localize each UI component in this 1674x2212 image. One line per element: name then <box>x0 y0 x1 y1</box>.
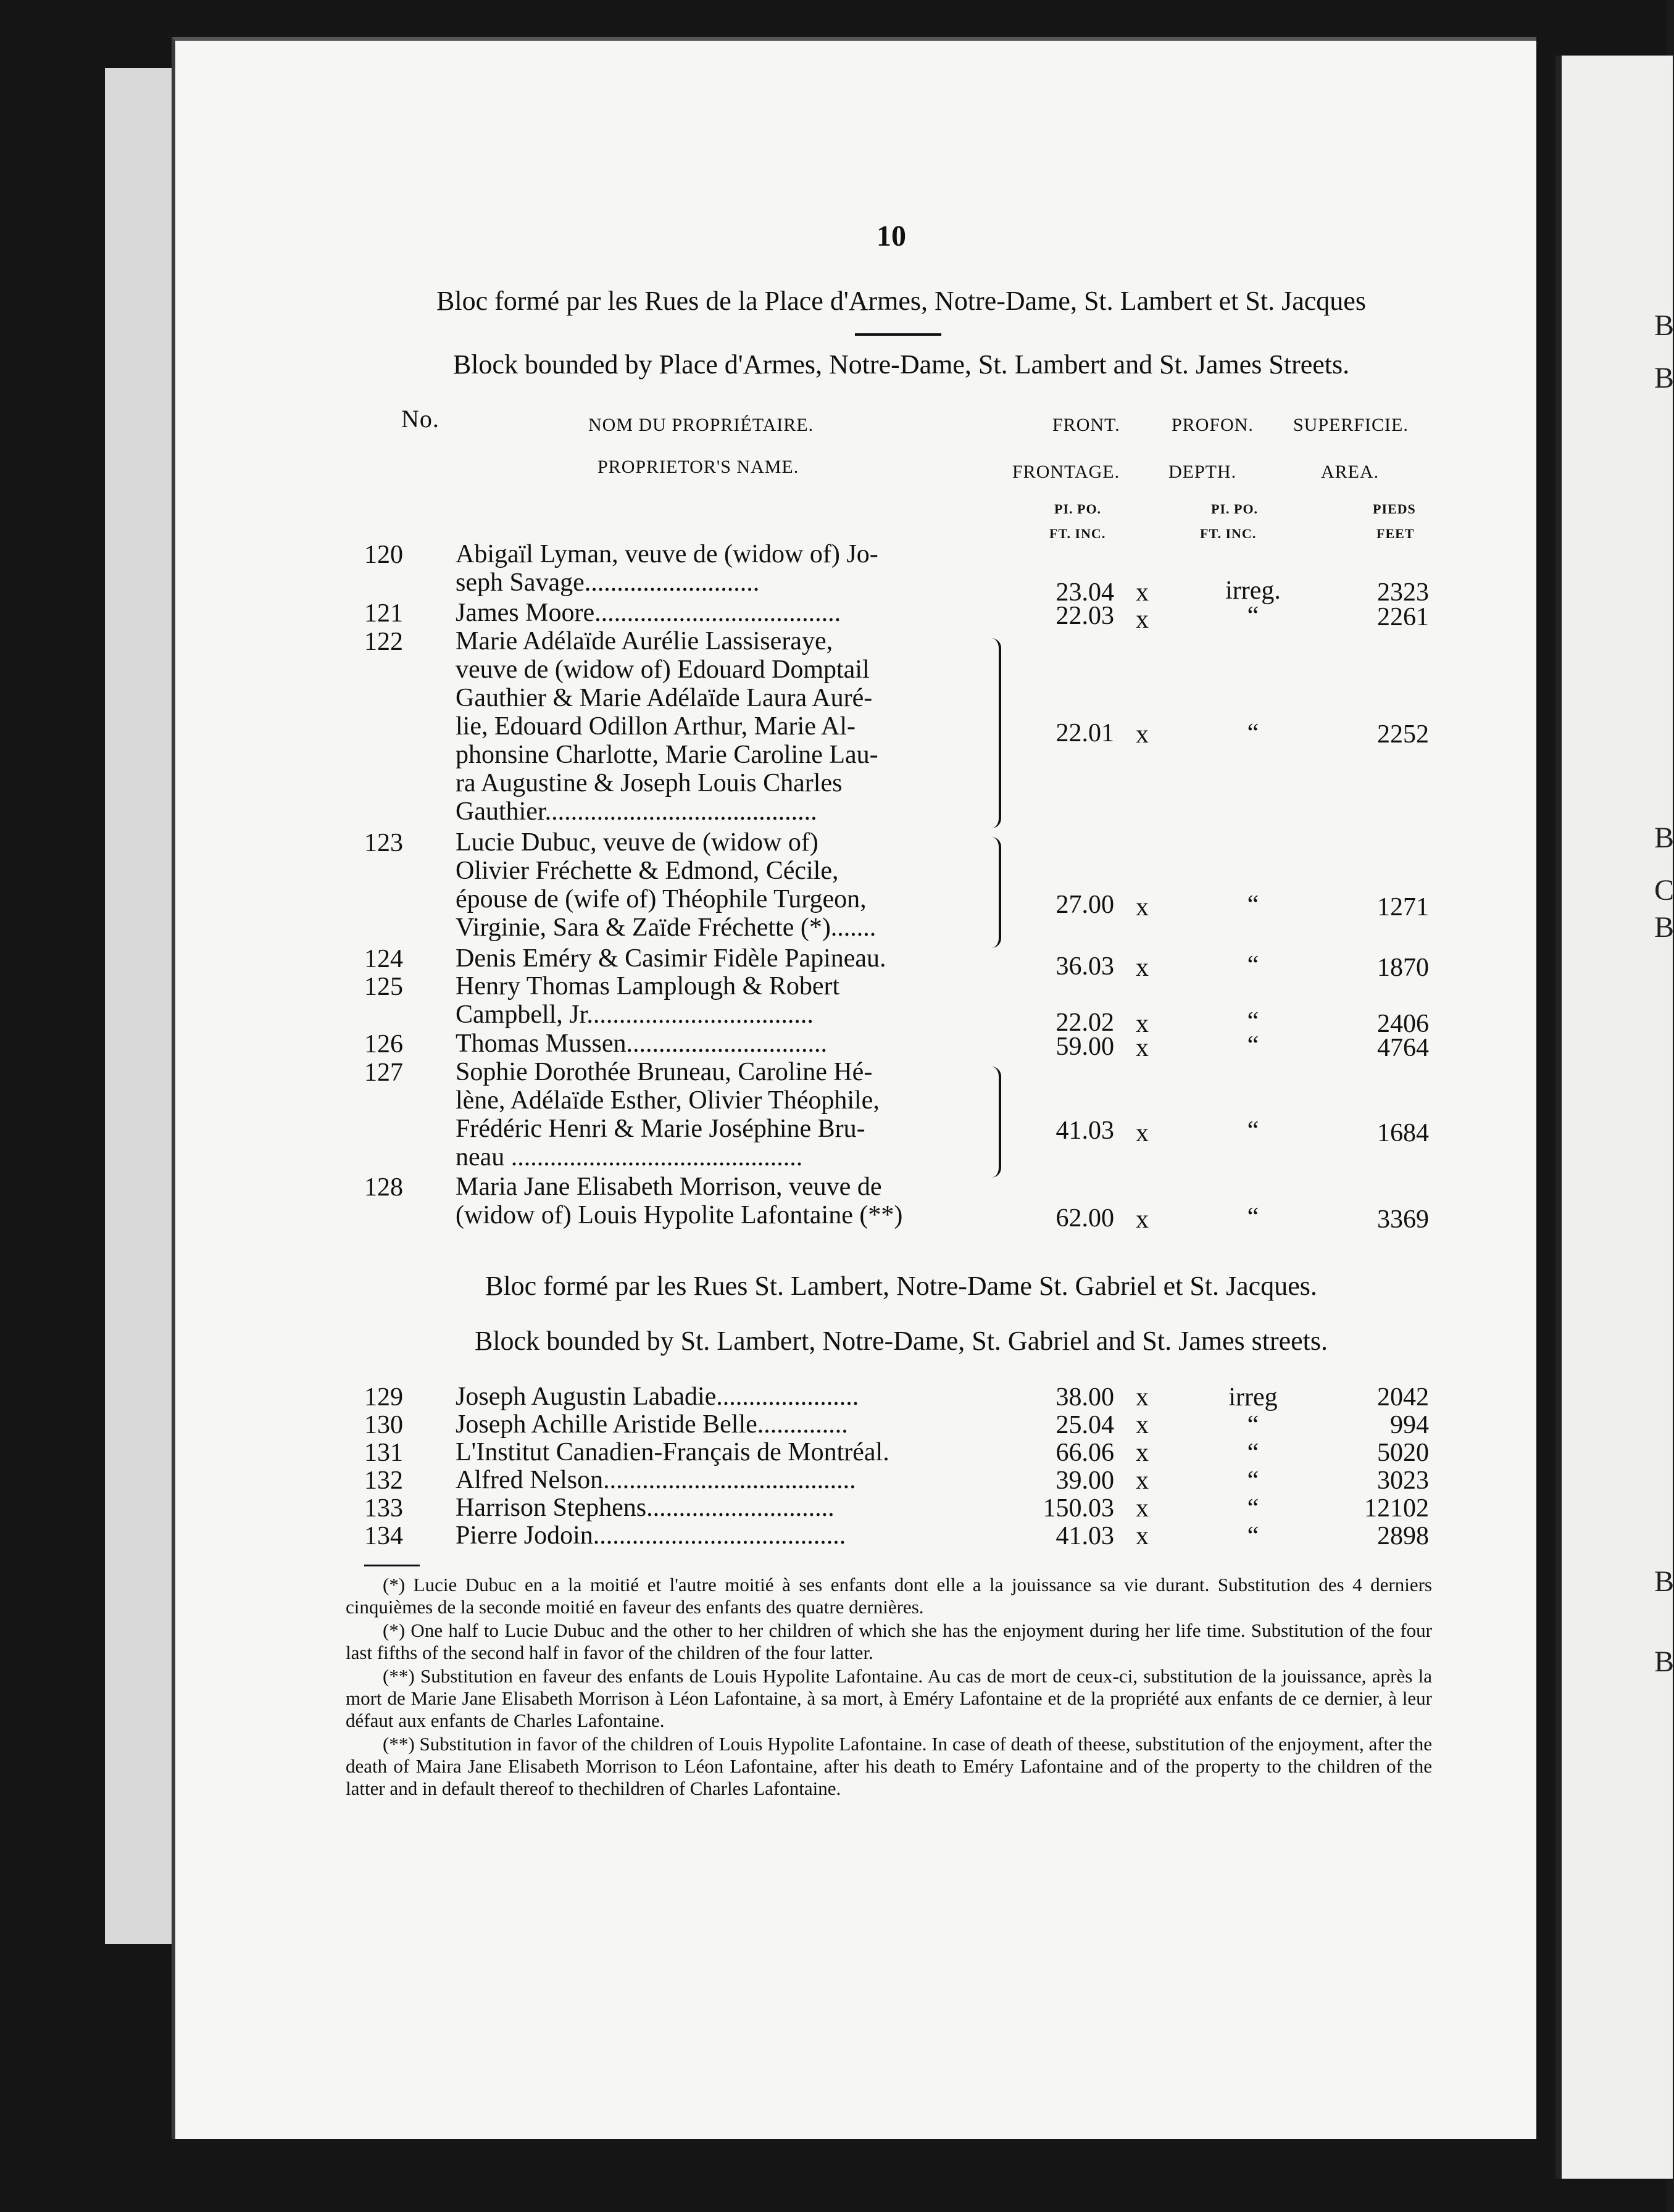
area-value: 4764 <box>1377 1034 1429 1062</box>
by-sign: x <box>1136 1010 1149 1038</box>
by-sign: x <box>1136 954 1149 982</box>
footnote: (**) Substitution en faveur des enfants de Louis Hypolite Lafontaine. Au cas de mort de ceux-ci, substitution de la jouissance, après la mort de Marie Jane Elisabeth Morrison à Léon Lafontaine, à sa mort, à Eméry Lafontaine et de la propriété aux enfants de ce dernier, à leur défaut aux enfants de Charles Lafontaine. <box>346 1665 1432 1731</box>
lot-number: 131 <box>364 1439 403 1467</box>
block2-heading-fr: Bloc formé par les Rues St. Lambert, Notre-Dame St. Gabriel et St. Jacques. <box>485 1271 1317 1301</box>
name-line: Olivier Fréchette & Edmond, Cécile, <box>456 857 839 885</box>
unit-label: PIEDS <box>1373 501 1416 517</box>
unit-label: PI. PO. <box>1054 501 1102 517</box>
lot-number: 120 <box>364 541 403 569</box>
by-sign: x <box>1136 893 1149 921</box>
lot-number: 126 <box>364 1030 403 1058</box>
table-row <box>0 627 1667 826</box>
name-line: Virginie, Sara & Zaïde Fréchette (*)....... <box>456 913 877 942</box>
by-sign: x <box>1136 1466 1149 1495</box>
name-line: Lucie Dubuc, veuve de (widow of) <box>456 828 818 857</box>
grouping-brace <box>990 1066 1001 1178</box>
by-sign: x <box>1136 578 1149 607</box>
margin-letter: B <box>1654 309 1674 342</box>
area-value: 2261 <box>1377 603 1429 631</box>
name-line: lène, Adélaïde Esther, Olivier Théophile, <box>456 1086 880 1115</box>
table-row <box>0 944 1667 982</box>
lot-number: 122 <box>364 628 403 656</box>
name-line: phonsine Charlotte, Marie Caroline Lau- <box>456 741 878 769</box>
lot-number: 133 <box>364 1494 403 1523</box>
proprietor-name <box>456 944 989 973</box>
proprietor-name: Harrison Stephens............................. <box>456 1494 835 1522</box>
proprietor-name <box>456 1058 989 1171</box>
frontage-value: 22.02 <box>1056 1008 1114 1037</box>
by-sign: x <box>1136 1494 1149 1523</box>
proprietor-name <box>456 599 989 627</box>
area-value: 12102 <box>1364 1494 1429 1523</box>
lot-number: 129 <box>364 1383 403 1412</box>
lot-number: 130 <box>364 1411 403 1439</box>
unit-label: FT. INC. <box>1200 526 1257 541</box>
depth-value: “ <box>1247 891 1259 919</box>
lot-number: 124 <box>364 945 403 973</box>
table-row <box>0 972 1667 1038</box>
margin-letter: B <box>1654 1645 1674 1678</box>
column-area-fr: SUPERFICIE. <box>1293 415 1409 435</box>
frontage-value: 39.00 <box>1056 1466 1114 1495</box>
depth-value: irreg <box>1228 1383 1278 1412</box>
heading-divider <box>855 333 941 336</box>
frontage-value: 66.06 <box>1056 1439 1114 1467</box>
proprietor-name <box>456 972 989 1029</box>
name-line: Denis Eméry & Casimir Fidèle Papineau. <box>456 944 886 973</box>
frontage-value: 150.03 <box>1043 1494 1114 1523</box>
name-line: épouse de (wife of) Théophile Turgeon, <box>456 885 867 913</box>
frontage-value: 23.04 <box>1056 578 1114 607</box>
area-value: 5020 <box>1377 1439 1429 1467</box>
by-sign: x <box>1136 1383 1149 1412</box>
name-line: Abigaïl Lyman, veuve de (widow of) Jo- <box>456 540 878 568</box>
lot-number: 125 <box>364 973 403 1001</box>
frontage-value: 36.03 <box>1056 952 1114 981</box>
by-sign: x <box>1136 605 1149 634</box>
column-front-fr: FRONT. <box>1052 415 1120 435</box>
area-value: 1271 <box>1377 893 1429 921</box>
table-row <box>0 1382 1667 1412</box>
name-line: Sophie Dorothée Bruneau, Caroline Hé- <box>456 1058 873 1086</box>
name-line: neau ............................................. <box>456 1143 803 1171</box>
frontage-value: 62.00 <box>1056 1204 1114 1233</box>
unit-label: FT. INC. <box>1049 526 1106 541</box>
margin-letter: C <box>1654 874 1674 907</box>
name-line: Henry Thomas Lamplough & Robert <box>456 972 840 1000</box>
column-name-en: PROPRIETOR'S NAME. <box>598 457 799 477</box>
by-sign: x <box>1136 1439 1149 1467</box>
by-sign: x <box>1136 1034 1149 1062</box>
depth-value: “ <box>1247 1439 1259 1467</box>
previous-page-edge <box>105 68 181 1944</box>
area-value: 994 <box>1390 1411 1429 1439</box>
depth-value: “ <box>1247 1031 1259 1060</box>
name-line: Gauthier.......................................... <box>456 797 817 826</box>
name-line: James Moore...................................... <box>456 599 841 627</box>
name-line: seph Savage........................... <box>456 568 760 597</box>
lot-number: 128 <box>364 1173 403 1202</box>
frontage-value: 59.00 <box>1056 1033 1114 1061</box>
block2-heading-en: Block bounded by St. Lambert, Notre-Dame, St. Gabriel and St. James streets. <box>474 1326 1328 1356</box>
by-sign: x <box>1136 1411 1149 1439</box>
lot-number: 121 <box>364 599 403 628</box>
frontage-value: 22.01 <box>1056 719 1114 747</box>
table-row <box>0 1521 1667 1550</box>
name-line: Thomas Mussen............................... <box>456 1029 827 1058</box>
name-line: Gauthier & Marie Adélaïde Laura Auré- <box>456 684 873 712</box>
proprietor-name: Joseph Achille Aristide Belle.............. <box>456 1410 848 1439</box>
area-value: 3369 <box>1377 1205 1429 1234</box>
by-sign: x <box>1136 1522 1149 1550</box>
frontage-value: 41.03 <box>1056 1522 1114 1550</box>
column-no: No. <box>401 405 439 433</box>
by-sign: x <box>1136 1119 1149 1147</box>
frontage-value: 27.00 <box>1056 891 1114 919</box>
footnote: (*) One half to Lucie Dubuc and the other to her children of which she has the enjoyment during her life time. Substitution of the four last fifths of the second half in favor of the children of the four latter. <box>346 1620 1432 1663</box>
grouping-brace <box>990 638 1001 828</box>
name-line: lie, Edouard Odillon Arthur, Marie Al- <box>456 712 856 741</box>
margin-letter: B <box>1654 911 1674 944</box>
block1-heading-fr: Bloc formé par les Rues de la Place d'Armes, Notre-Dame, St. Lambert et St. Jacques <box>436 286 1366 316</box>
frontage-value: 38.00 <box>1056 1383 1114 1412</box>
margin-letter: B <box>1654 1565 1674 1598</box>
depth-value: “ <box>1247 1007 1259 1036</box>
page-number: 10 <box>877 220 906 252</box>
table-row <box>0 1410 1667 1439</box>
depth-value: “ <box>1247 1466 1259 1495</box>
proprietor-name <box>456 540 989 597</box>
name-line: veuve de (widow of) Edouard Domptail <box>456 655 870 684</box>
grouping-brace <box>990 837 1001 948</box>
name-line: ra Augustine & Joseph Louis Charles <box>456 769 843 797</box>
by-sign: x <box>1136 720 1149 749</box>
footnotes <box>346 1574 1432 1801</box>
lot-number: 123 <box>364 829 403 857</box>
name-line: Marie Adélaïde Aurélie Lassiseraye, <box>456 627 833 655</box>
frontage-value: 25.04 <box>1056 1411 1114 1439</box>
proprietor-name <box>456 627 989 826</box>
proprietor-name: L'Institut Canadien-Français de Montréal. <box>456 1438 889 1466</box>
area-value: 1870 <box>1377 954 1429 982</box>
proprietor-name: Joseph Augustin Labadie...................... <box>456 1382 859 1411</box>
lot-number: 134 <box>364 1522 403 1550</box>
name-line: Frédéric Henri & Marie Joséphine Bru- <box>456 1115 865 1143</box>
proprietor-name <box>456 1173 989 1229</box>
area-value: 2042 <box>1377 1383 1429 1412</box>
unit-label: PI. PO. <box>1211 501 1259 517</box>
frontage-value: 41.03 <box>1056 1116 1114 1145</box>
proprietor-name: Alfred Nelson....................................... <box>456 1466 856 1494</box>
area-value: 3023 <box>1377 1466 1429 1495</box>
unit-label: FEET <box>1376 526 1415 541</box>
depth-value: “ <box>1247 602 1259 630</box>
margin-letter: B <box>1654 821 1674 854</box>
column-name-fr: NOM DU PROPRIÉTAIRE. <box>588 415 814 435</box>
table-row <box>0 1438 1667 1467</box>
proprietor-name: Pierre Jodoin....................................... <box>456 1521 846 1550</box>
proprietor-name <box>456 1029 989 1058</box>
table-row <box>0 1029 1667 1062</box>
footnote: (*) Lucie Dubuc en a la moitié et l'autre moitié à ses enfants dont elle a la jouissance sa vie durant. Substitution des 4 derniers cinquièmes de la seconde moitié en faveur des enfants des quatre dernières. <box>346 1574 1432 1618</box>
depth-value: “ <box>1247 1116 1259 1145</box>
depth-value: “ <box>1247 951 1259 979</box>
footnote: (**) Substitution in favor of the children of Louis Hypolite Lafontaine. In case of death of theese, substitution of the enjoyment, after the death of Maira Jane Elisabeth Morrison to Léon Lafontaine, after his death to Eméry Lafontaine and of the property to the children of the latter and in default thereof to thechildren of Charles Lafontaine. <box>346 1733 1432 1799</box>
block1-heading-en: Block bounded by Place d'Armes, Notre-Dame, St. Lambert and St. James Streets. <box>452 349 1350 380</box>
depth-value: “ <box>1247 719 1259 747</box>
table-row <box>0 540 1667 607</box>
name-line: Maria Jane Elisabeth Morrison, veuve de <box>456 1173 882 1201</box>
margin-letter: B <box>1654 362 1674 394</box>
column-front-en: FRONTAGE. <box>1012 462 1120 482</box>
column-area-en: AREA. <box>1321 462 1380 482</box>
frontage-value: 22.03 <box>1056 602 1114 630</box>
footnote-rule <box>364 1565 420 1566</box>
name-line: Campbell, Jr................................... <box>456 1000 814 1029</box>
lot-number: 127 <box>364 1058 403 1087</box>
column-depth-fr: PROFON. <box>1172 415 1254 435</box>
area-value: 1684 <box>1377 1119 1429 1147</box>
name-line: (widow of) Louis Hypolite Lafontaine (**) <box>456 1201 903 1229</box>
depth-value: “ <box>1247 1411 1259 1439</box>
area-value: 2406 <box>1377 1010 1429 1038</box>
depth-value: “ <box>1247 1203 1259 1231</box>
depth-value: “ <box>1247 1494 1259 1523</box>
column-depth-en: DEPTH. <box>1168 462 1237 482</box>
area-value: 2323 <box>1377 578 1429 607</box>
lot-number: 132 <box>364 1466 403 1495</box>
table-row <box>0 828 1667 942</box>
proprietor-name <box>456 828 989 942</box>
by-sign: x <box>1136 1205 1149 1234</box>
area-value: 2898 <box>1377 1522 1429 1550</box>
depth-value: “ <box>1247 1522 1259 1550</box>
depth-value: irreg. <box>1225 576 1281 605</box>
area-value: 2252 <box>1377 720 1429 749</box>
